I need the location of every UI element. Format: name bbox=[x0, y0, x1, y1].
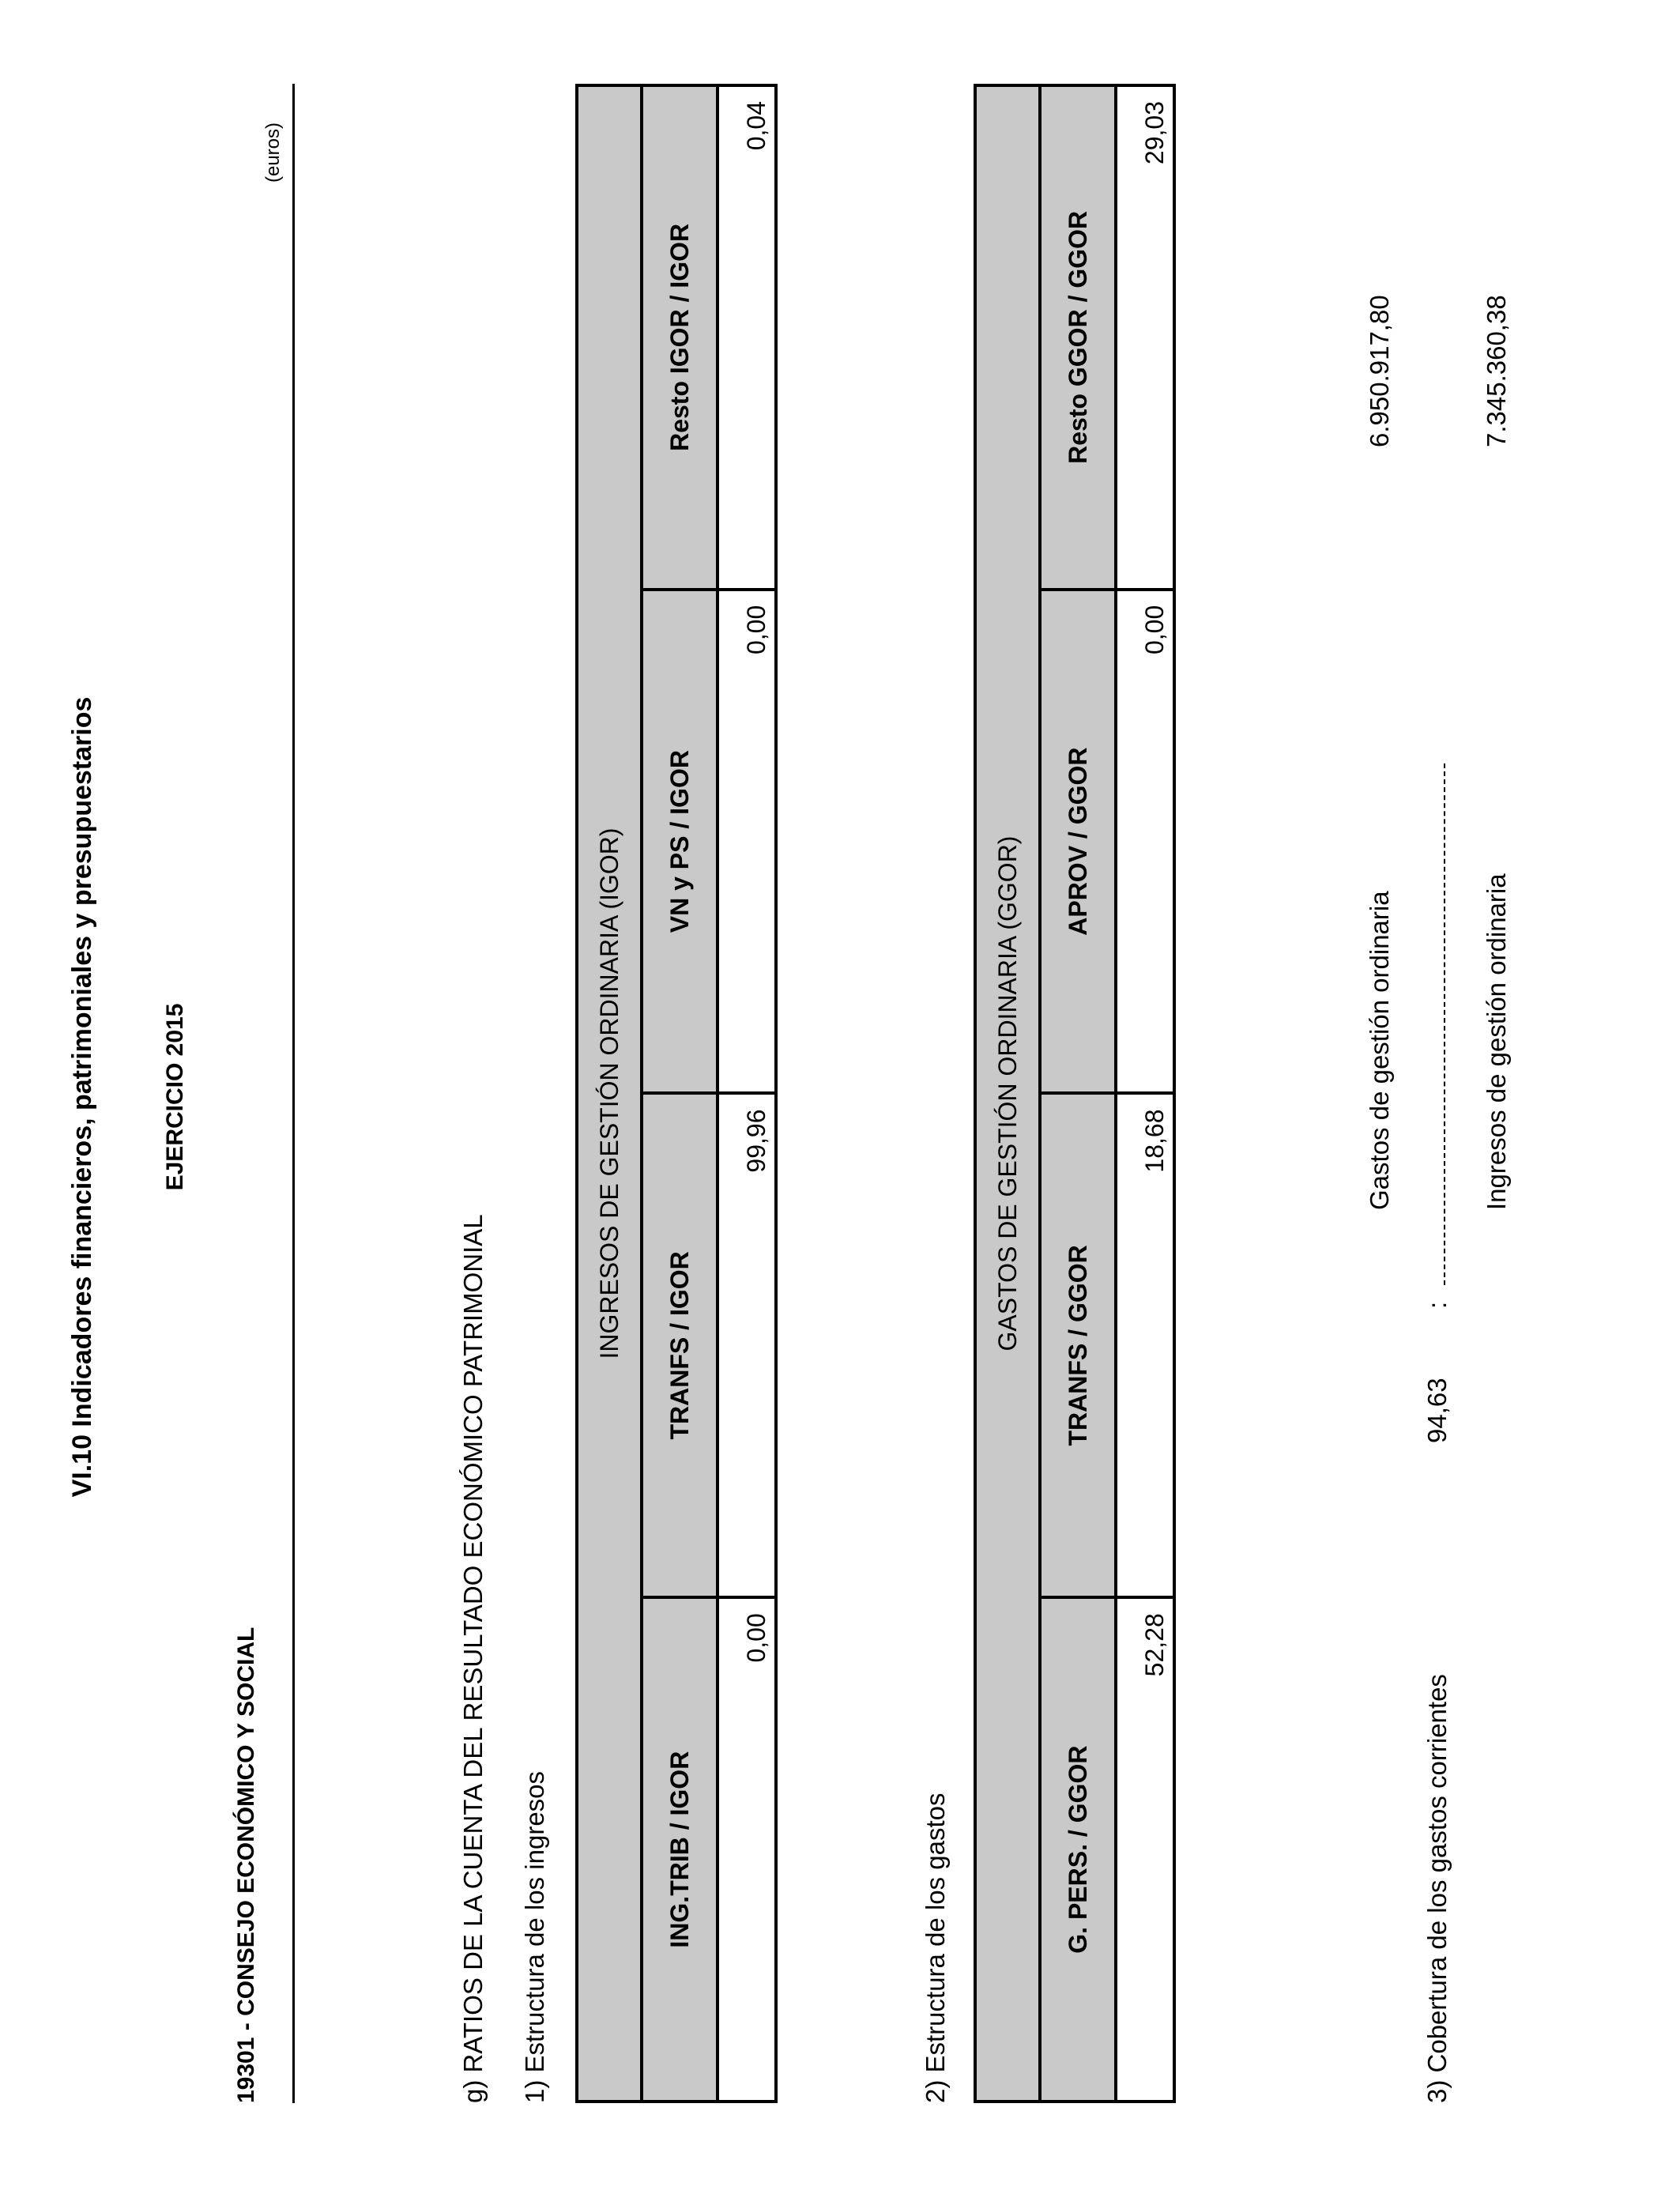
cobertura-label: 3) Cobertura de los gastos corrientes bbox=[1422, 1674, 1452, 2103]
gastos-value: 29,03 bbox=[1116, 85, 1174, 590]
gastos-value: 0,00 bbox=[1116, 590, 1174, 1094]
fiscal-year: EJERCICIO 2015 bbox=[162, 1003, 188, 1191]
header-divider bbox=[292, 84, 295, 2103]
ingresos-value: 0,00 bbox=[718, 590, 776, 1094]
ingresos-col-header: ING.TRIB / IGOR bbox=[642, 1597, 718, 2102]
page-title: VI.10 Indicadores financieros, patrimoniales y presupuestarios bbox=[67, 696, 97, 1498]
gastos-col-header: G. PERS. / GGOR bbox=[1040, 1597, 1116, 2102]
entity-name: 19301 - CONSEJO ECONÓMICO Y SOCIAL bbox=[233, 1627, 259, 2103]
gastos-subtitle: 2) Estructura de los gastos bbox=[921, 1793, 950, 2103]
gastos-table bbox=[974, 84, 1176, 2103]
ingresos-group-header: INGRESOS DE GESTIÓN ORDINARIA (IGOR) bbox=[577, 85, 642, 2102]
ingresos-col-header: VN y PS / IGOR bbox=[642, 590, 718, 1094]
section-title: g) RATIOS DE LA CUENTA DEL RESULTADO ECONÓMICO PATRIMONIAL bbox=[458, 1214, 488, 2103]
ingresos-value: 0,00 bbox=[718, 1597, 776, 2102]
ingresos-value: 99,96 bbox=[718, 1094, 776, 1598]
gastos-value: 18,68 bbox=[1116, 1094, 1174, 1598]
currency-unit: (euros) bbox=[262, 122, 284, 183]
gastos-group-header: GASTOS DE GESTIÓN ORDINARIA (GGOR) bbox=[975, 85, 1040, 2102]
ingresos-col-header: Resto IGOR / IGOR bbox=[642, 85, 718, 590]
gastos-value: 52,28 bbox=[1116, 1597, 1174, 2102]
numerator-label: Gastos de gestión ordinaria bbox=[1365, 891, 1394, 1210]
ingresos-table bbox=[575, 84, 778, 2103]
denominator-value: 7.345.360,38 bbox=[1482, 295, 1511, 447]
ingresos-col-header: TRANFS / IGOR bbox=[642, 1094, 718, 1598]
gastos-col-header: Resto GGOR / GGOR bbox=[1040, 85, 1116, 590]
gastos-col-header: TRANFS / GGOR bbox=[1040, 1094, 1116, 1598]
cobertura-value: 94,63 bbox=[1422, 1378, 1452, 1443]
ingresos-subtitle: 1) Estructura de los ingresos bbox=[520, 1770, 549, 2103]
numerator-value: 6.950.917,80 bbox=[1365, 295, 1394, 447]
cobertura-colon: : bbox=[1422, 1301, 1452, 1309]
denominator-label: Ingresos de gestión ordinaria bbox=[1482, 873, 1511, 1210]
gastos-col-header: APROV / GGOR bbox=[1040, 590, 1116, 1094]
fraction-line bbox=[1444, 763, 1445, 1285]
ingresos-value: 0,04 bbox=[718, 85, 776, 590]
